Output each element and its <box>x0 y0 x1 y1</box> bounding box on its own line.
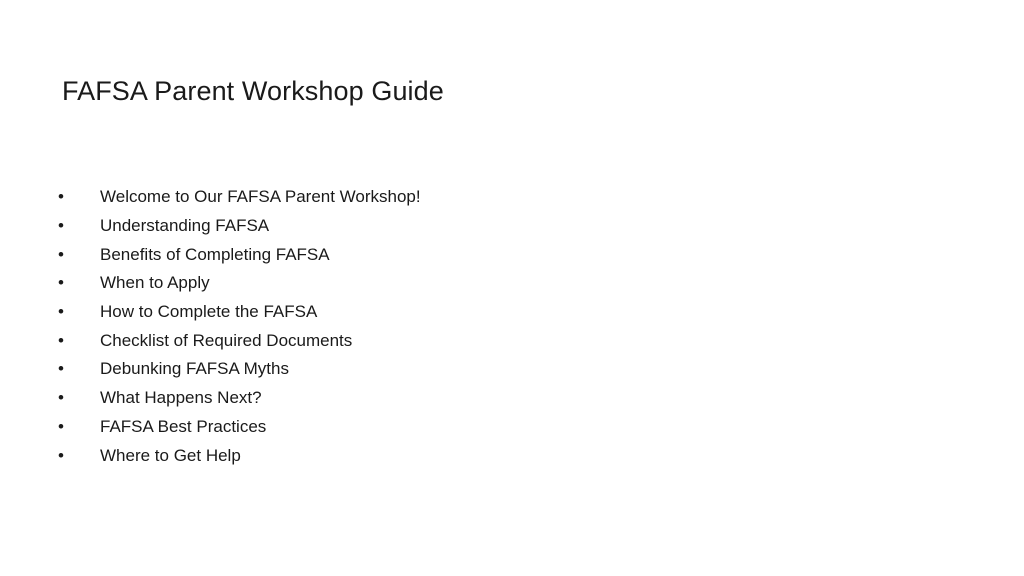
bullet-icon: • <box>58 445 64 465</box>
list-item-text: Where to Get Help <box>100 445 241 465</box>
bullet-icon: • <box>58 359 64 379</box>
bullet-icon: • <box>58 187 64 207</box>
list-item-text: When to Apply <box>100 273 210 293</box>
list-item <box>58 413 421 442</box>
list-item-text: Understanding FAFSA <box>100 216 270 236</box>
list-item <box>58 355 421 384</box>
list-item <box>58 441 421 470</box>
list-item <box>58 183 421 212</box>
list-item-text: Debunking FAFSA Myths <box>100 359 289 379</box>
list-item <box>58 240 421 269</box>
bullet-icon: • <box>58 388 64 408</box>
list-item <box>58 326 421 355</box>
slide-title: FAFSA Parent Workshop Guide <box>62 76 444 106</box>
list-item <box>58 269 421 298</box>
bullet-icon: • <box>58 302 64 322</box>
list-item-text: How to Complete the FAFSA <box>100 302 318 322</box>
bullet-icon: • <box>58 244 64 264</box>
list-item <box>58 212 421 241</box>
list-item <box>58 384 421 413</box>
bullet-icon: • <box>58 416 64 436</box>
list-item-text: What Happens Next? <box>100 388 262 408</box>
list-item-text: FAFSA Best Practices <box>100 416 267 436</box>
list-item-text: Checklist of Required Documents <box>100 330 353 350</box>
list-item-text: Welcome to Our FAFSA Parent Workshop! <box>100 187 421 207</box>
list-item-text: Benefits of Completing FAFSA <box>100 244 330 264</box>
bullet-icon: • <box>58 273 64 293</box>
bullet-icon: • <box>58 330 64 350</box>
bullet-icon: • <box>58 216 64 236</box>
list-item <box>58 298 421 327</box>
agenda-list <box>58 183 421 470</box>
